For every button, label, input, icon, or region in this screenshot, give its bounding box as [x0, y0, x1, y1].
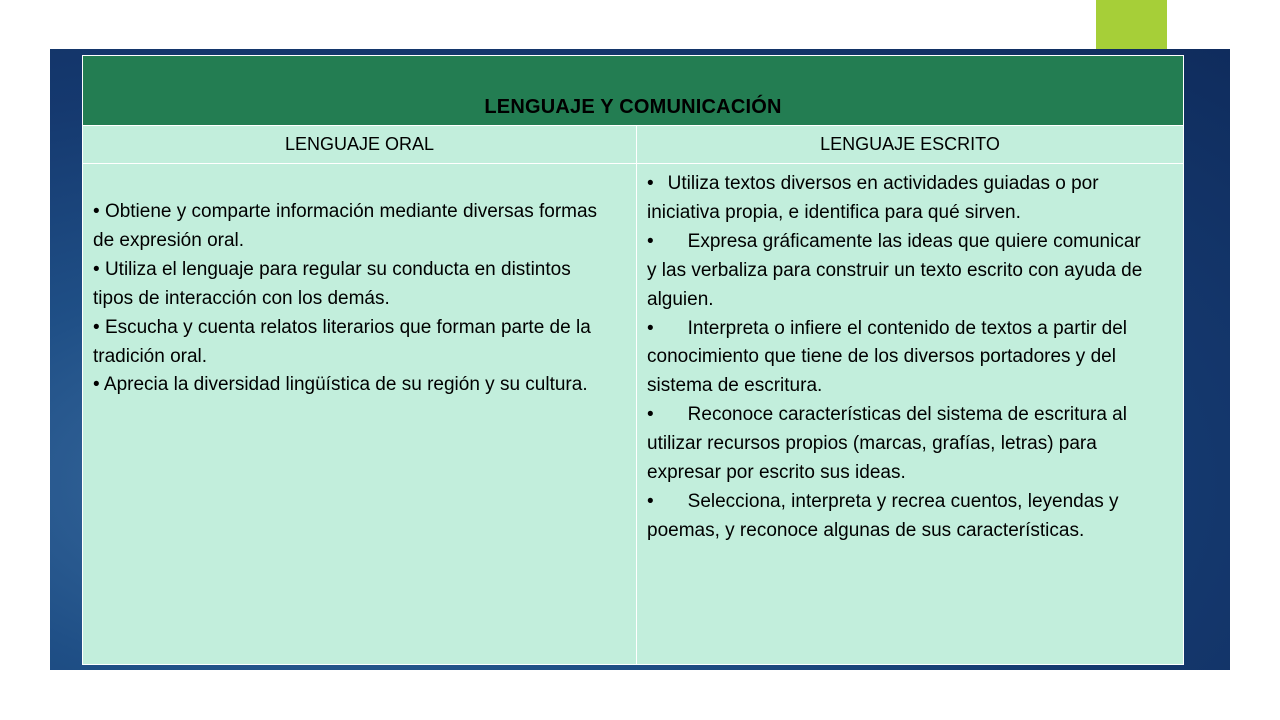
bullet-icon: • [93, 374, 100, 396]
escrito-item-text: Reconoce características del sistema de escritura al utilizar recursos propios (marcas, grafías, letras) para expresar por escrito sus ideas. [647, 404, 1127, 484]
escrito-item [647, 488, 1155, 546]
escrito-item-text: Utiliza textos diversos en actividades guiadas o por iniciativa propia, e identifica para qué sirven. [647, 173, 1099, 223]
oral-item [93, 371, 608, 400]
oral-item-text: Utiliza el lenguaje para regular su conducta en distintos tipos de interacción con los demás. [93, 258, 571, 309]
oral-item [93, 314, 608, 372]
bullet-icon: • [647, 490, 654, 512]
escrito-item [647, 401, 1155, 488]
oral-item-text: Escucha y cuenta relatos literarios que forman parte de la tradición oral. [93, 316, 591, 367]
oral-item [93, 198, 608, 256]
competencias-table [82, 55, 1184, 665]
bullet-icon: • [93, 316, 100, 338]
table-title: LENGUAJE Y COMUNICACIÓN [484, 96, 782, 118]
title-cell [83, 56, 1184, 126]
bullet-icon: • [93, 201, 100, 222]
escrito-cell [637, 164, 1184, 665]
bullet-icon: • [647, 230, 654, 252]
escrito-item [647, 170, 1155, 228]
escrito-item [647, 228, 1155, 315]
column-header-escrito: LENGUAJE ESCRITO [637, 126, 1184, 164]
bullet-icon: • [93, 258, 100, 280]
escrito-item [647, 315, 1155, 402]
escrito-item-text: Expresa gráficamente las ideas que quiere comunicar y las verbaliza para construir un texto escrito con ayuda de alguien. [647, 230, 1143, 310]
oral-item-text: Aprecia la diversidad lingüística de su región y su cultura. [103, 374, 588, 396]
oral-item [93, 256, 608, 314]
escrito-item-text: Interpreta o infiere el contenido de textos a partir del conocimiento que tiene de los diversos portadores y del sistema de escritura. [647, 317, 1128, 397]
bullet-icon: • [647, 317, 654, 339]
oral-item-text: Obtiene y comparte información mediante diversas formas de expresión oral. [93, 201, 598, 251]
column-header-oral: LENGUAJE ORAL [83, 126, 637, 164]
bullet-icon: • [647, 173, 654, 194]
escrito-item-text: Selecciona, interpreta y recrea cuentos, leyendas y poemas, y reconoce algunas de sus características. [647, 490, 1119, 541]
bullet-icon: • [647, 404, 654, 426]
accent-tab [1096, 0, 1167, 56]
oral-cell [83, 164, 637, 665]
